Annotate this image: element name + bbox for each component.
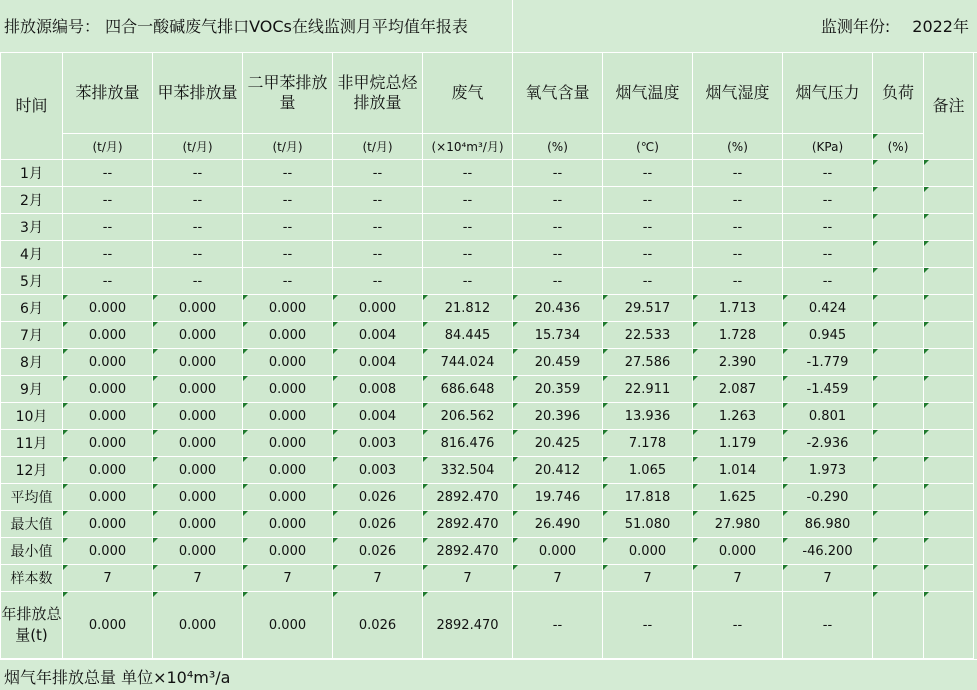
cell-divider	[512, 0, 513, 52]
table-cell[interactable]: 0.004	[333, 403, 423, 430]
table-cell[interactable]: --	[333, 241, 423, 268]
table-cell[interactable]: 0.000	[243, 538, 333, 565]
header-exhaust[interactable]: 废气	[423, 53, 513, 134]
load-cell[interactable]	[873, 160, 924, 187]
table-cell[interactable]: 0.000	[153, 592, 243, 659]
table-cell[interactable]: 7	[603, 565, 693, 592]
table-cell[interactable]: 0.000	[333, 295, 423, 322]
table-cell[interactable]: -0.290	[783, 484, 873, 511]
table-row	[1, 322, 974, 349]
unit-cell[interactable]: (×10⁴m³/月)	[423, 134, 513, 160]
table-cell[interactable]: 7	[243, 565, 333, 592]
table-cell[interactable]: --	[243, 241, 333, 268]
table-cell[interactable]: 0.000	[153, 376, 243, 403]
table-cell[interactable]: 2892.470	[423, 511, 513, 538]
table-cell[interactable]: 0.026	[333, 511, 423, 538]
table-cell[interactable]: 7.178	[603, 430, 693, 457]
table-row	[1, 511, 974, 538]
table-row	[1, 565, 974, 592]
table-cell[interactable]: --	[153, 268, 243, 295]
table-cell[interactable]: 0.000	[603, 538, 693, 565]
report-title[interactable]: 排放源编号： 四合一酸碱废气排口VOCs在线监测月平均值年报表	[4, 17, 468, 36]
row-label[interactable]: 8月	[1, 349, 63, 376]
table-cell[interactable]: 20.425	[513, 430, 603, 457]
remarks-cell[interactable]	[924, 268, 974, 295]
table-cell[interactable]: 332.504	[423, 457, 513, 484]
table-cell[interactable]: --	[333, 187, 423, 214]
table-row	[1, 538, 974, 565]
load-cell[interactable]	[873, 187, 924, 214]
table-cell[interactable]: 86.980	[783, 511, 873, 538]
table-cell[interactable]: --	[783, 592, 873, 659]
table-cell[interactable]: --	[603, 592, 693, 659]
table-row	[1, 484, 974, 511]
table-cell[interactable]: --	[603, 214, 693, 241]
header-benzene[interactable]: 苯排放量	[63, 53, 153, 134]
load-cell[interactable]	[873, 457, 924, 484]
table-cell[interactable]: 29.517	[603, 295, 693, 322]
unit-cell[interactable]: (%)	[513, 134, 603, 160]
table-row	[1, 160, 974, 187]
table-cell[interactable]: 686.648	[423, 376, 513, 403]
table-row	[1, 268, 974, 295]
table-cell[interactable]: 20.359	[513, 376, 603, 403]
table-row	[1, 187, 974, 214]
header-toluene[interactable]: 甲苯排放量	[153, 53, 243, 134]
table-cell[interactable]: 0.000	[63, 295, 153, 322]
header-time[interactable]: 时间	[1, 53, 63, 160]
table-cell[interactable]: 816.476	[423, 430, 513, 457]
unit-cell[interactable]: (KPa)	[783, 134, 873, 160]
table-cell[interactable]: --	[243, 268, 333, 295]
table-cell[interactable]: 20.412	[513, 457, 603, 484]
table-cell[interactable]: --	[513, 187, 603, 214]
table-row	[1, 241, 974, 268]
table-cell[interactable]: --	[513, 592, 603, 659]
table-cell[interactable]: --	[153, 187, 243, 214]
remarks-cell[interactable]	[924, 160, 974, 187]
remarks-cell[interactable]	[924, 484, 974, 511]
header-remarks[interactable]: 备注	[924, 53, 974, 160]
table-cell[interactable]: 84.445	[423, 322, 513, 349]
header-xylene[interactable]: 二甲苯排放量	[243, 53, 333, 134]
table-cell[interactable]: 0.000	[63, 484, 153, 511]
table-cell[interactable]: --	[423, 214, 513, 241]
table-cell[interactable]: 1.263	[693, 403, 783, 430]
table-cell[interactable]: 0.003	[333, 430, 423, 457]
table-cell[interactable]: -2.936	[783, 430, 873, 457]
header-row	[1, 53, 974, 134]
row-label[interactable]: 平均值	[1, 484, 63, 511]
table-cell[interactable]: 7	[783, 565, 873, 592]
load-cell[interactable]	[873, 268, 924, 295]
unit-cell[interactable]: (%)	[873, 134, 924, 160]
table-cell[interactable]: 20.436	[513, 295, 603, 322]
remarks-cell[interactable]	[924, 538, 974, 565]
remarks-cell[interactable]	[924, 403, 974, 430]
table-cell[interactable]: --	[603, 268, 693, 295]
table-cell[interactable]: --	[423, 268, 513, 295]
table-cell[interactable]: -46.200	[783, 538, 873, 565]
row-label[interactable]: 年排放总量(t)	[1, 592, 63, 659]
table-cell[interactable]: --	[333, 160, 423, 187]
table-cell[interactable]: 1.065	[603, 457, 693, 484]
unit-cell[interactable]: (℃)	[603, 134, 693, 160]
table-row	[1, 592, 974, 659]
table-cell[interactable]: 27.980	[693, 511, 783, 538]
table-cell[interactable]: 0.000	[243, 322, 333, 349]
table-cell[interactable]: 0.000	[243, 484, 333, 511]
table-cell[interactable]: 0.026	[333, 592, 423, 659]
remarks-cell[interactable]	[924, 592, 974, 659]
remarks-cell[interactable]	[924, 349, 974, 376]
table-cell[interactable]: --	[513, 160, 603, 187]
table-cell[interactable]: --	[783, 268, 873, 295]
table-cell[interactable]: --	[693, 214, 783, 241]
table-cell[interactable]: --	[63, 241, 153, 268]
table-cell[interactable]: --	[693, 268, 783, 295]
table-cell[interactable]: 1.179	[693, 430, 783, 457]
remarks-cell[interactable]	[924, 565, 974, 592]
year-cell[interactable]	[821, 14, 969, 37]
table-cell[interactable]: 0.000	[243, 430, 333, 457]
table-cell[interactable]: --	[63, 187, 153, 214]
row-label[interactable]: 最小值	[1, 538, 63, 565]
load-cell[interactable]	[873, 295, 924, 322]
load-cell[interactable]	[873, 565, 924, 592]
load-cell[interactable]	[873, 241, 924, 268]
table-cell[interactable]: 0.008	[333, 376, 423, 403]
table-cell[interactable]: 0.801	[783, 403, 873, 430]
table-cell[interactable]: 0.000	[63, 403, 153, 430]
remarks-cell[interactable]	[924, 322, 974, 349]
footer-note[interactable]: 烟气年排放总量 单位×10⁴m³/a	[4, 668, 231, 687]
remarks-cell[interactable]	[924, 187, 974, 214]
table-cell[interactable]: 206.562	[423, 403, 513, 430]
table-cell[interactable]: 0.000	[243, 511, 333, 538]
table-cell[interactable]: 0.000	[63, 511, 153, 538]
table-cell[interactable]: 2.390	[693, 349, 783, 376]
table-cell[interactable]: 0.000	[63, 457, 153, 484]
row-label[interactable]: 11月	[1, 430, 63, 457]
table-cell[interactable]: --	[693, 241, 783, 268]
table-cell[interactable]: 7	[423, 565, 513, 592]
table-cell[interactable]: --	[243, 187, 333, 214]
table-cell[interactable]: --	[333, 268, 423, 295]
unit-cell[interactable]: (t/月)	[243, 134, 333, 160]
table-cell[interactable]: 0.000	[63, 349, 153, 376]
table-cell[interactable]: 22.533	[603, 322, 693, 349]
footer-note-row	[0, 659, 977, 690]
report-table	[0, 52, 974, 659]
table-cell[interactable]: 0.000	[513, 538, 603, 565]
table-cell[interactable]: 0.000	[153, 511, 243, 538]
row-label[interactable]: 最大值	[1, 511, 63, 538]
table-cell[interactable]: --	[783, 187, 873, 214]
table-cell[interactable]: 0.000	[153, 430, 243, 457]
remarks-cell[interactable]	[924, 241, 974, 268]
table-cell[interactable]: 2892.470	[423, 592, 513, 659]
load-cell[interactable]	[873, 511, 924, 538]
table-cell[interactable]: 0.000	[153, 349, 243, 376]
table-cell[interactable]: --	[153, 241, 243, 268]
table-cell[interactable]: 0.000	[243, 349, 333, 376]
table-cell[interactable]: 20.459	[513, 349, 603, 376]
table-cell[interactable]: 0.945	[783, 322, 873, 349]
row-label[interactable]: 3月	[1, 214, 63, 241]
table-cell[interactable]: 17.818	[603, 484, 693, 511]
table-cell[interactable]: 0.004	[333, 349, 423, 376]
data-body	[1, 160, 974, 659]
table-cell[interactable]: --	[153, 214, 243, 241]
table-cell[interactable]: 0.000	[243, 403, 333, 430]
load-cell[interactable]	[873, 322, 924, 349]
table-cell[interactable]: 2.087	[693, 376, 783, 403]
table-cell[interactable]: 0.000	[63, 322, 153, 349]
row-label[interactable]: 10月	[1, 403, 63, 430]
table-cell[interactable]: --	[423, 187, 513, 214]
table-cell[interactable]: 7	[153, 565, 243, 592]
table-row	[1, 214, 974, 241]
table-cell[interactable]: --	[783, 214, 873, 241]
table-cell[interactable]: 26.490	[513, 511, 603, 538]
title-row	[0, 0, 977, 53]
table-cell[interactable]: 0.000	[243, 592, 333, 659]
table-cell[interactable]: 7	[333, 565, 423, 592]
table-cell[interactable]: --	[423, 241, 513, 268]
row-label[interactable]: 7月	[1, 322, 63, 349]
table-cell[interactable]: 1.625	[693, 484, 783, 511]
unit-cell[interactable]: (t/月)	[63, 134, 153, 160]
header-oxygen[interactable]: 氧气含量	[513, 53, 603, 134]
table-row	[1, 457, 974, 484]
table-cell[interactable]: --	[513, 214, 603, 241]
table-row	[1, 403, 974, 430]
remarks-cell[interactable]	[924, 295, 974, 322]
table-cell[interactable]: 0.000	[153, 295, 243, 322]
row-label[interactable]: 9月	[1, 376, 63, 403]
table-row	[1, 295, 974, 322]
table-cell[interactable]: --	[243, 214, 333, 241]
header-pressure[interactable]: 烟气压力	[783, 53, 873, 134]
table-cell[interactable]: --	[693, 160, 783, 187]
table-cell[interactable]: 1.014	[693, 457, 783, 484]
table-cell[interactable]: 0.000	[153, 538, 243, 565]
remarks-cell[interactable]	[924, 511, 974, 538]
header-temperature[interactable]: 烟气温度	[603, 53, 693, 134]
table-cell[interactable]: 0.000	[243, 295, 333, 322]
table-cell[interactable]: 7	[63, 565, 153, 592]
year-value: 2022年	[912, 17, 969, 36]
table-cell[interactable]: 15.734	[513, 322, 603, 349]
table-cell[interactable]: 0.000	[153, 457, 243, 484]
row-label[interactable]: 6月	[1, 295, 63, 322]
table-cell[interactable]: --	[243, 160, 333, 187]
year-label: 监测年份:	[820, 17, 891, 36]
remarks-cell[interactable]	[924, 376, 974, 403]
table-cell[interactable]: 27.586	[603, 349, 693, 376]
load-cell[interactable]	[873, 484, 924, 511]
table-cell[interactable]: 21.812	[423, 295, 513, 322]
unit-cell[interactable]: (%)	[693, 134, 783, 160]
table-cell[interactable]: --	[513, 241, 603, 268]
table-cell[interactable]: 0.000	[693, 538, 783, 565]
table-cell[interactable]: 0.000	[63, 376, 153, 403]
row-label[interactable]: 样本数	[1, 565, 63, 592]
remarks-cell[interactable]	[924, 457, 974, 484]
load-cell[interactable]	[873, 376, 924, 403]
table-cell[interactable]: --	[603, 241, 693, 268]
row-label[interactable]: 1月	[1, 160, 63, 187]
table-cell[interactable]: 13.936	[603, 403, 693, 430]
table-cell[interactable]: --	[783, 241, 873, 268]
table-cell[interactable]: 1.728	[693, 322, 783, 349]
table-cell[interactable]: 20.396	[513, 403, 603, 430]
row-label[interactable]: 2月	[1, 187, 63, 214]
table-cell[interactable]: --	[153, 160, 243, 187]
table-cell[interactable]: 0.026	[333, 484, 423, 511]
table-cell[interactable]: --	[783, 160, 873, 187]
unit-cell[interactable]: (t/月)	[153, 134, 243, 160]
unit-row	[1, 134, 974, 160]
table-cell[interactable]: 0.000	[63, 430, 153, 457]
table-cell[interactable]: -1.459	[783, 376, 873, 403]
table-cell[interactable]: 0.003	[333, 457, 423, 484]
table-cell[interactable]: 0.424	[783, 295, 873, 322]
row-label[interactable]: 5月	[1, 268, 63, 295]
table-cell[interactable]: 0.000	[63, 592, 153, 659]
header-load[interactable]: 负荷	[873, 53, 924, 134]
table-cell[interactable]: 0.000	[153, 403, 243, 430]
remarks-cell[interactable]	[924, 430, 974, 457]
header-nmhc[interactable]: 非甲烷总烃排放量	[333, 53, 423, 134]
table-cell[interactable]: --	[333, 214, 423, 241]
load-cell[interactable]	[873, 538, 924, 565]
table-cell[interactable]: --	[693, 592, 783, 659]
table-cell[interactable]: --	[603, 160, 693, 187]
table-cell[interactable]: -1.779	[783, 349, 873, 376]
row-label[interactable]: 12月	[1, 457, 63, 484]
table-cell[interactable]: 7	[513, 565, 603, 592]
table-cell[interactable]: --	[423, 160, 513, 187]
table-cell[interactable]: --	[693, 187, 783, 214]
table-cell[interactable]: 0.000	[63, 538, 153, 565]
remarks-cell[interactable]	[924, 214, 974, 241]
load-cell[interactable]	[873, 214, 924, 241]
table-cell[interactable]: 744.024	[423, 349, 513, 376]
load-cell[interactable]	[873, 430, 924, 457]
table-cell[interactable]: 1.973	[783, 457, 873, 484]
table-cell[interactable]: 0.004	[333, 322, 423, 349]
header-humidity[interactable]: 烟气湿度	[693, 53, 783, 134]
table-row	[1, 349, 974, 376]
table-cell[interactable]: --	[63, 214, 153, 241]
load-cell[interactable]	[873, 403, 924, 430]
table-cell[interactable]: --	[63, 268, 153, 295]
table-cell[interactable]: 2892.470	[423, 538, 513, 565]
table-cell[interactable]: 0.000	[243, 376, 333, 403]
table-cell[interactable]: 2892.470	[423, 484, 513, 511]
table-row	[1, 430, 974, 457]
table-cell[interactable]: 0.026	[333, 538, 423, 565]
table-cell[interactable]: 7	[693, 565, 783, 592]
table-cell[interactable]: 0.000	[153, 322, 243, 349]
load-cell[interactable]	[873, 592, 924, 659]
table-cell[interactable]: 22.911	[603, 376, 693, 403]
table-cell[interactable]: 19.746	[513, 484, 603, 511]
unit-cell[interactable]: (t/月)	[333, 134, 423, 160]
table-cell[interactable]: --	[603, 187, 693, 214]
table-row	[1, 376, 974, 403]
table-cell[interactable]: 0.000	[153, 484, 243, 511]
table-cell[interactable]: --	[63, 160, 153, 187]
table-cell[interactable]: --	[513, 268, 603, 295]
table-cell[interactable]: 0.000	[243, 457, 333, 484]
load-cell[interactable]	[873, 349, 924, 376]
table-cell[interactable]: 51.080	[603, 511, 693, 538]
table-cell[interactable]: 1.713	[693, 295, 783, 322]
row-label[interactable]: 4月	[1, 241, 63, 268]
